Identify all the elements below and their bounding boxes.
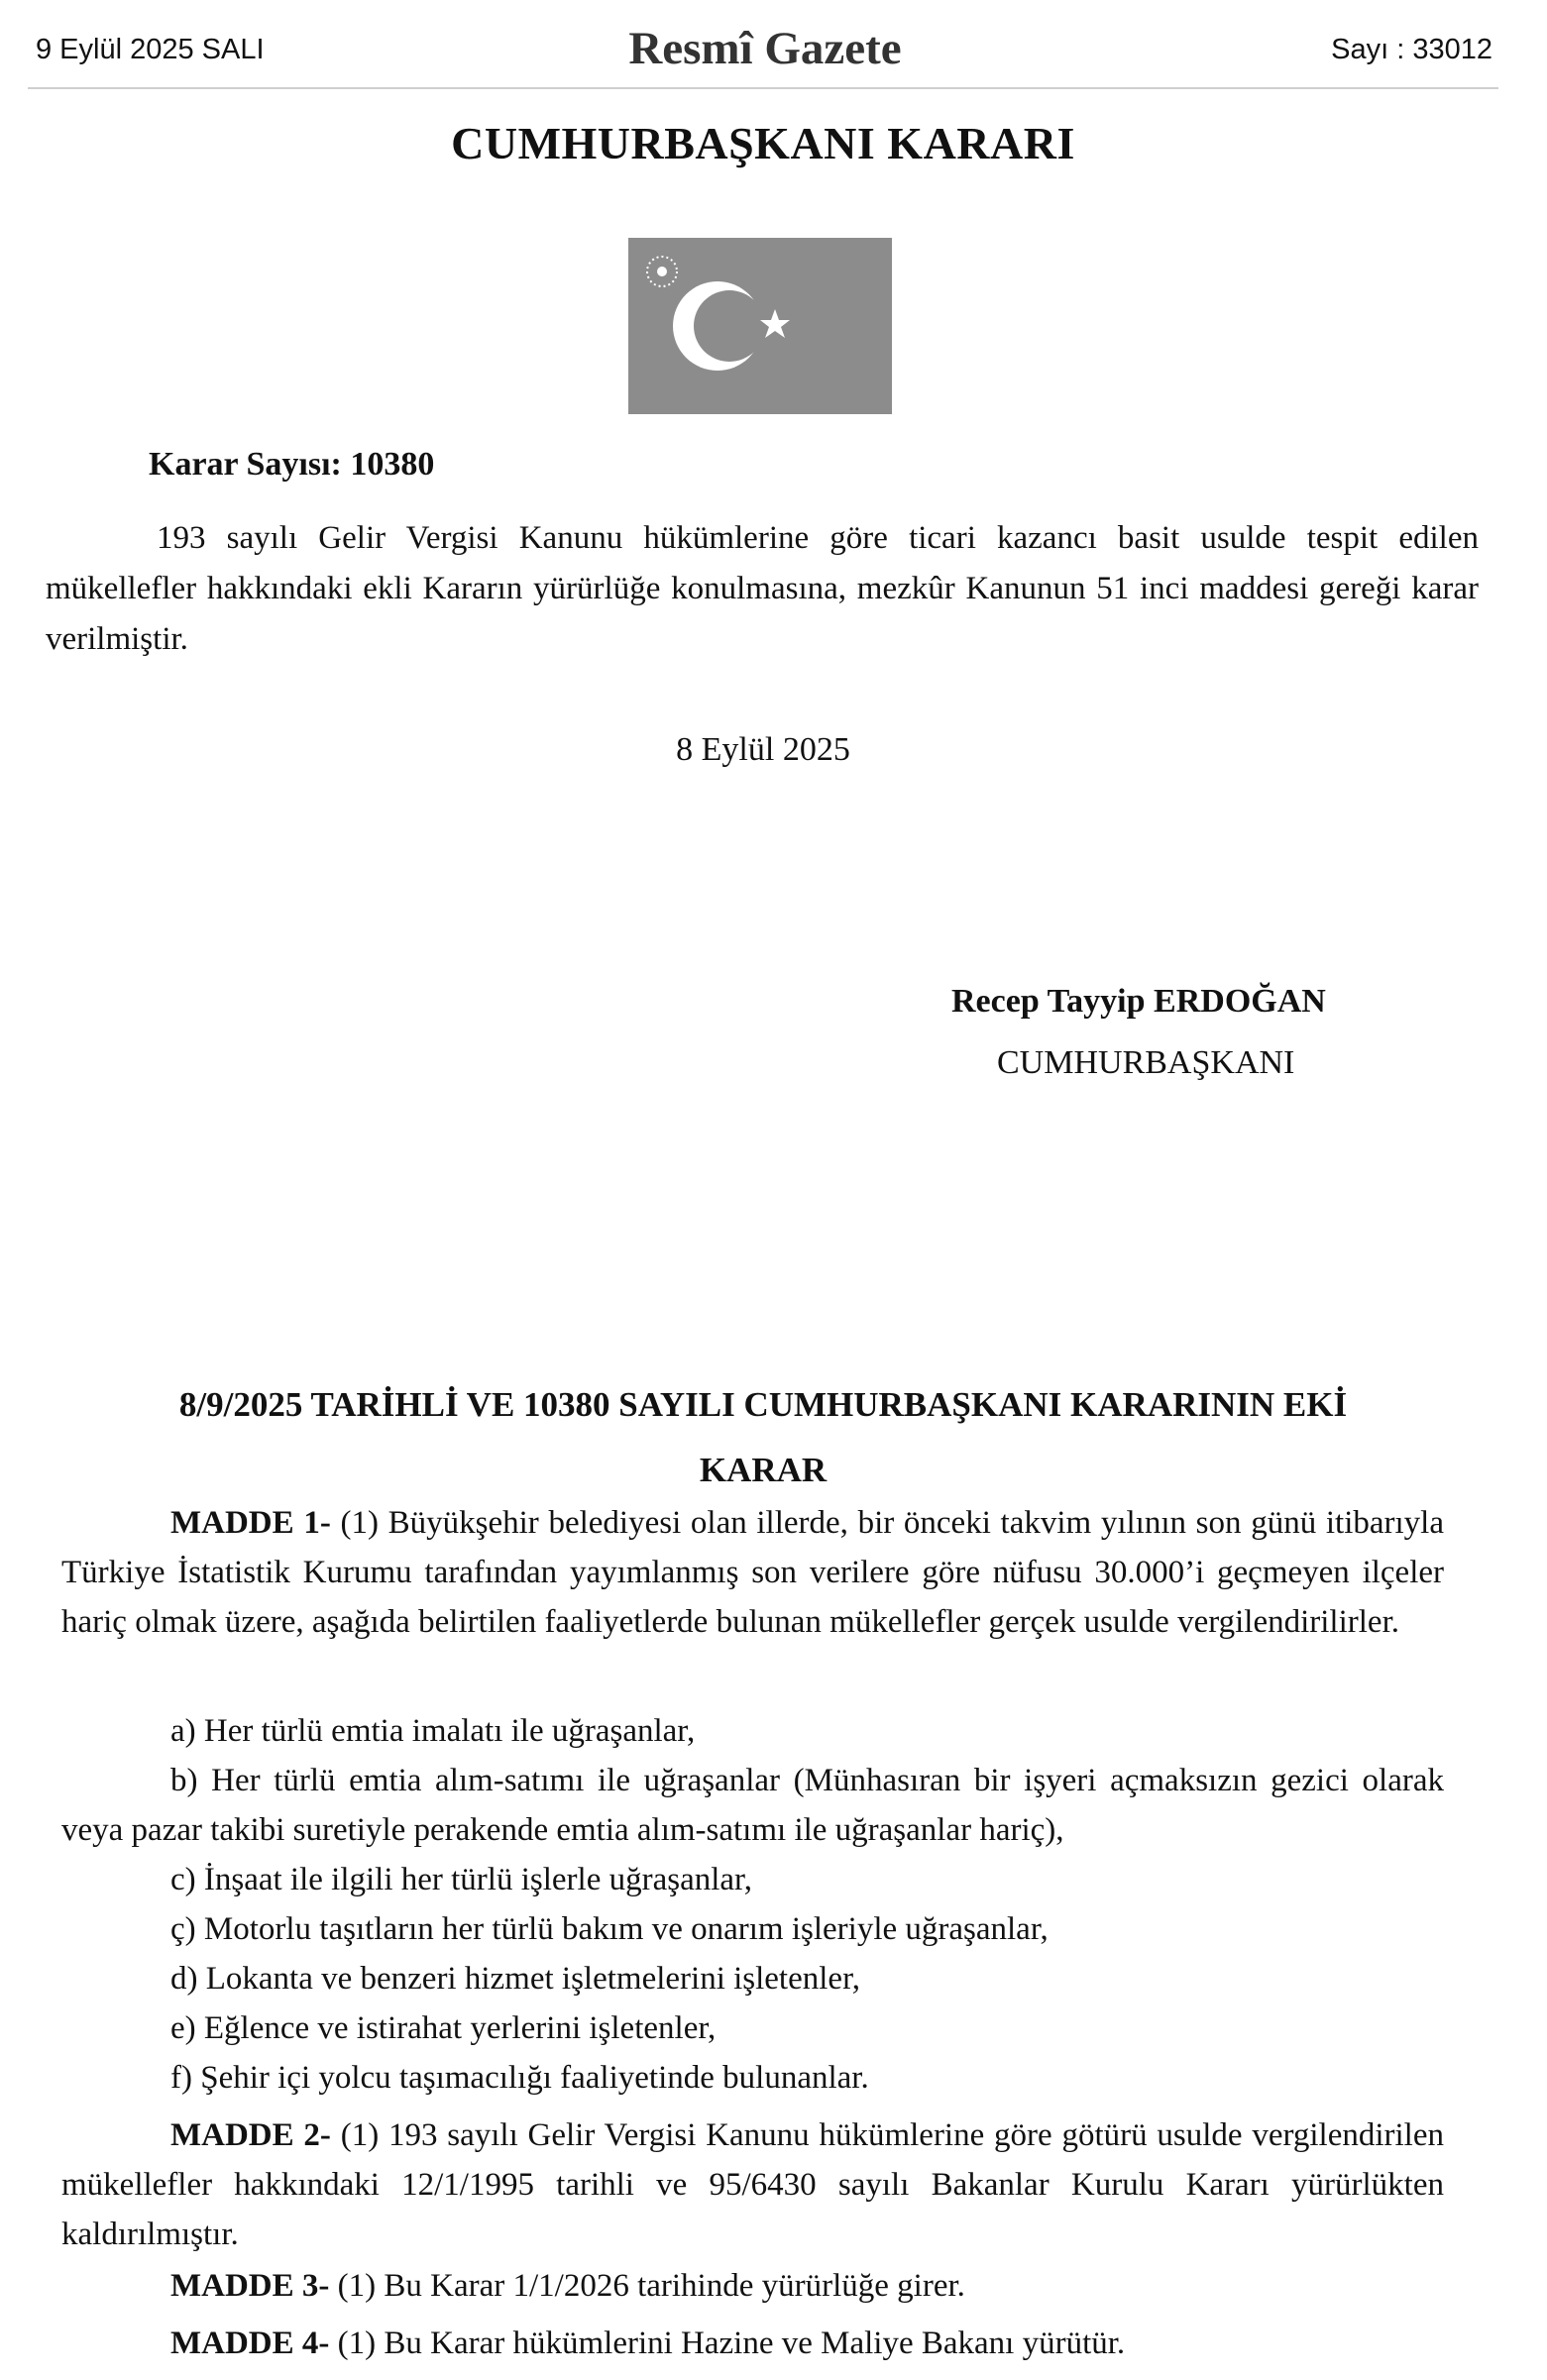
publication-title: Resmî Gazete [628, 23, 902, 74]
decree-number: Karar Sayısı: 10380 [149, 446, 435, 483]
article-3 [61, 2261, 1444, 2312]
presidential-emblem-icon [628, 238, 892, 414]
header-date: 9 Eylül 2025 SALI [36, 34, 265, 65]
article-1-text: (1) Büyükşehir belediyesi olan illerde, bir önceki takvim yılının son günü itibarıyla Türkiye İstatistik Kurumu tarafından yayımlanmış son verilere göre nüfusu 30.000’i geçmeyen ilçeler hariç olmak üzere, aşağıda belirtilen faaliyetlerde bulunan mükellefler gerçek usulde vergilendirilirler. [61, 1505, 1444, 1640]
article-4-text: (1) Bu Karar hükümlerini Hazine ve Maliye Bakanı yürütür. [329, 2326, 1126, 2361]
annex-title-line1: 8/9/2025 TARİHLİ VE 10380 SAYILI CUMHURBAŞKANI KARARININ EKİ [178, 1385, 1348, 1424]
list-item-d: d) Lokanta ve benzeri hizmet işletmelerini işletenler, [170, 1961, 860, 1997]
list-item-f: f) Şehir içi yolcu taşımacılığı faaliyetinde bulunanlar. [170, 2060, 869, 2096]
document-title: CUMHURBAŞKANI KARARI [451, 118, 1075, 168]
list-item-b-text: b) Her türlü emtia alım-satımı ile uğraşanlar (Münhasıran bir işyeri açmaksızın gezici olarak veya pazar takibi suretiyle perakende emtia alım-satımı ile uğraşanlar hariç), [61, 1763, 1444, 1848]
signatory-title: CUMHURBAŞKANI [997, 1044, 1295, 1081]
list-item-c-cedilla: ç) Motorlu taşıtların her türlü bakım ve onarım işleriyle uğraşanlar, [170, 1911, 1049, 1947]
article-2-text: (1) 193 sayılı Gelir Vergisi Kanunu hükümlerine göre götürü usulde vergilendirilen mükellefler hakkındaki 12/1/1995 tarihli ve 95/6430 sayılı Bakanlar Kurulu Kararı yürürlükten kaldırılmıştır. [61, 2117, 1444, 2252]
list-item-c: c) İnşaat ile ilgili her türlü işlerle uğraşanlar, [170, 1862, 752, 1897]
header-divider [28, 87, 1498, 89]
intro-paragraph [46, 513, 1479, 665]
article-3-heading: MADDE 3- [170, 2268, 330, 2304]
annex-title-line2: KARAR [699, 1451, 828, 1489]
article-1 [61, 1498, 1444, 1647]
signatory-name: Recep Tayyip ERDOĞAN [951, 983, 1326, 1020]
article-4-heading: MADDE 4- [170, 2326, 330, 2361]
article-2 [61, 2110, 1444, 2259]
article-4 [61, 2319, 1444, 2369]
list-item-e: e) Eğlence ve istirahat yerlerini işletenler, [170, 2010, 717, 2046]
article-2-heading: MADDE 2- [170, 2117, 331, 2153]
annex-title [0, 1372, 1526, 1503]
issue-number: Sayı : 33012 [1331, 34, 1492, 65]
page-header [32, 23, 1498, 85]
intro-text: 193 sayılı Gelir Vergisi Kanunu hükümlerine göre ticari kazancı basit usulde tespit edilen mükellefler hakkındaki ekli Kararın yürürlüğe konulmasına, mezkûr Kanunun 51 inci maddesi gereği karar verilmiştir. [46, 520, 1479, 657]
decree-date: 8 Eylül 2025 [676, 731, 850, 768]
list-item-b [61, 1756, 1444, 1855]
list-item-a: a) Her türlü emtia imalatı ile uğraşanlar, [170, 1713, 696, 1749]
article-1-heading: MADDE 1- [170, 1505, 331, 1541]
article-3-text: (1) Bu Karar 1/1/2026 tarihinde yürürlüğe girer. [329, 2268, 965, 2304]
